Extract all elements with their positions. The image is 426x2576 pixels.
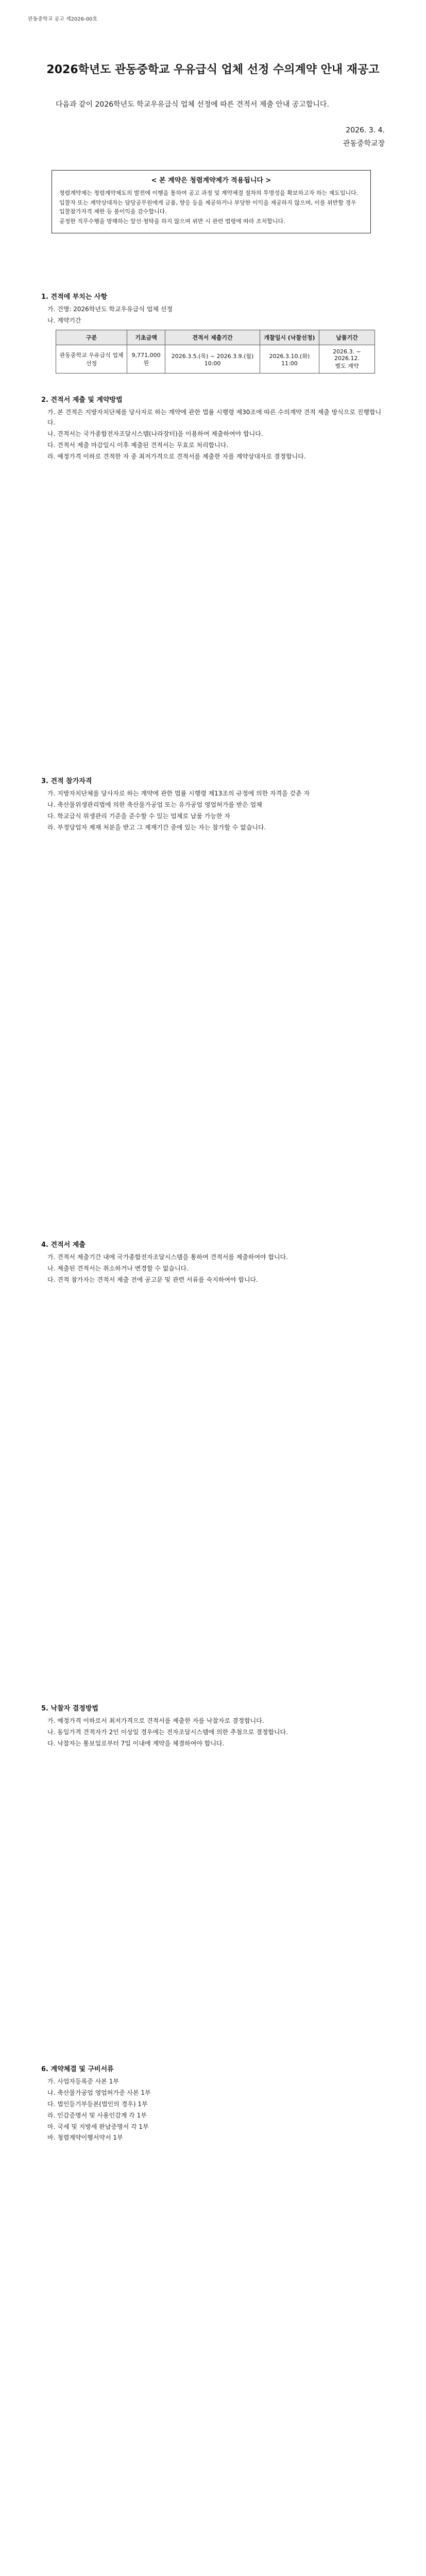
- section-line: 라. 인감증명서 및 사용인감계 각 1부: [47, 2111, 147, 2119]
- section-heading: 4. 견적서 제출: [41, 1241, 86, 1249]
- section-line: 가. 사업자등록증 사본 1부: [47, 2078, 119, 2086]
- table-cell-note: 별도 계약: [335, 363, 359, 369]
- schedule-table: [56, 330, 375, 374]
- table-header-row: [56, 330, 375, 345]
- section-line: 라. 부정당업자 제재 처분을 받고 그 제재기간 중에 있는 자는 참가할 수 없습니다.: [47, 823, 266, 831]
- integrity-line: 청렴계약제는 청렴계약제도의 발전에 이행을 통하여 공고 과정 및 계약체결 절차의 투명성을 확보하고자 하는 제도입니다.: [59, 189, 359, 196]
- integrity-line: 공정한 직무수행을 방해하는 알선·청탁을 하지 않으며 위반 시 관련 법령에 따라 조치합니다.: [59, 218, 285, 225]
- table-header: 견적서 제출기간: [165, 330, 260, 345]
- section-line: 가. 지방자치단체를 당사자로 하는 계약에 관한 법률 시행령 제13조의 규정에 의한 자격을 갖춘 자: [47, 790, 310, 798]
- section-line: 가. 본 견적은 지방자치단체를 당사자로 하는 계약에 관한 법률 시행령 제30조에 따른 수의계약 견적 제출 방식으로 진행합니다.: [47, 409, 382, 427]
- section-6: [41, 2061, 386, 2144]
- section-line: 다. 견적 참가자는 견적서 제출 전에 공고문 및 관련 서류를 숙지하여야 합니다.: [47, 1276, 258, 1284]
- section-heading: 3. 견적 참가자격: [41, 777, 92, 785]
- section-heading: 1. 견적에 부치는 사항: [41, 293, 108, 301]
- notice-school: 관동중학교장: [343, 140, 385, 148]
- section-line: 다. 견적서 제출 마감일시 이후 제출된 견적서는 무효로 처리합니다.: [47, 441, 229, 449]
- section-line: 나. 동일가격 견적자가 2인 이상일 경우에는 전자조달시스템에 의한 추첨으로 결정합니다.: [47, 1728, 288, 1736]
- table-cell: [319, 345, 375, 374]
- section-line: 라. 예정가격 이하로 견적한 자 중 최저가격으로 견적서를 제출한 자를 계약상대자로 결정합니다.: [47, 452, 306, 460]
- section-line: 나. 축산물가공업 영업허가증 사본 1부: [47, 2089, 151, 2097]
- table-cell: 9,771,000원: [127, 345, 165, 374]
- section-heading: 6. 계약체결 및 구비서류: [41, 2065, 114, 2073]
- section-5: [41, 1700, 386, 1750]
- section-line: 가. 건명: 2026학년도 학교우유급식 업체 선정: [47, 306, 173, 313]
- section-line: 나. 계약기간: [47, 317, 81, 325]
- section-line: 나. 축산물위생관리법에 의한 축산물가공업 또는 유가공업 영업허가를 받은 업체: [47, 801, 262, 809]
- section-line: 마. 국세 및 지방세 완납증명서 각 1부: [47, 2123, 149, 2130]
- notice-date: 2026. 3. 4.: [346, 126, 385, 134]
- table-cell: 2026.3.5.(목) ~ 2026.3.9.(월) 10:00: [165, 345, 260, 374]
- section-line: 나. 제출된 견적서는 취소하거나 변경할 수 없습니다.: [47, 1265, 189, 1273]
- section-line: 가. 예정가격 이하로서 최저가격으로 견적서를 제출한 자를 낙찰자로 결정합니다.: [47, 1717, 264, 1725]
- page-title: 2026학년도 관동중학교 우유급식 업체 선정 수의계약 안내 재공고: [46, 63, 380, 76]
- integrity-line: 입찰자 또는 계약상대자는 담당공무원에게 금품, 향응 등을 제공하거나 부당한 이익을 제공하지 않으며, 이를 위반할 경우 입찰참가자격 제한 등 불이익을 감수합니다.: [59, 199, 356, 215]
- integrity-notice-box: [52, 170, 371, 233]
- section-line: 다. 학교급식 위생관리 기준을 준수할 수 있는 업체로 납품 가능한 자: [47, 812, 230, 820]
- intro-text: 다음과 같이 2026학년도 학교우유급식 업체 선정에 따른 견적서 제출 안내 공고합니다.: [56, 100, 329, 109]
- section-line: 다. 낙찰자는 통보일로부터 7일 이내에 계약을 체결하여야 합니다.: [47, 1740, 225, 1748]
- section-heading: 5. 낙찰자 결정방법: [41, 1705, 98, 1713]
- section-line: 다. 법인등기부등본(법인의 경우) 1부: [47, 2100, 148, 2108]
- table-row: [56, 345, 375, 374]
- section-line: 바. 청렴계약이행서약서 1부: [47, 2134, 123, 2142]
- table-cell: 2026.3.10.(화) 11:00: [260, 345, 319, 374]
- section-3: [41, 773, 386, 834]
- table-header: 개찰일시 (낙찰선정): [260, 330, 319, 345]
- section-line: 가. 견적서 제출기간 내에 국가종합전자조달시스템을 통하여 견적서를 제출하여야 합니다.: [47, 1253, 288, 1261]
- table-header: 구분: [56, 330, 127, 345]
- table-cell: 관동중학교 우유급식 업체 선정: [56, 345, 127, 374]
- section-heading: 2. 견적서 제출 및 계약방법: [41, 396, 123, 404]
- table-cell-text: 2026.3. ~ 2026.12.: [333, 348, 361, 362]
- section-1: [41, 289, 386, 327]
- section-line: 나. 견적서는 국가종합전자조달시스템(나라장터)을 이용하여 제출하여야 합니다.: [47, 430, 263, 438]
- integrity-notice-heading: < 본 계약은 청렴계약제가 적용됩니다 >: [151, 177, 271, 184]
- section-4: [41, 1236, 386, 1286]
- table-header: 납품기간: [319, 330, 375, 345]
- section-2: [41, 392, 386, 463]
- doc-number: 관동중학교 공고 제2026-00호: [28, 16, 98, 22]
- table-header: 기초금액: [127, 330, 165, 345]
